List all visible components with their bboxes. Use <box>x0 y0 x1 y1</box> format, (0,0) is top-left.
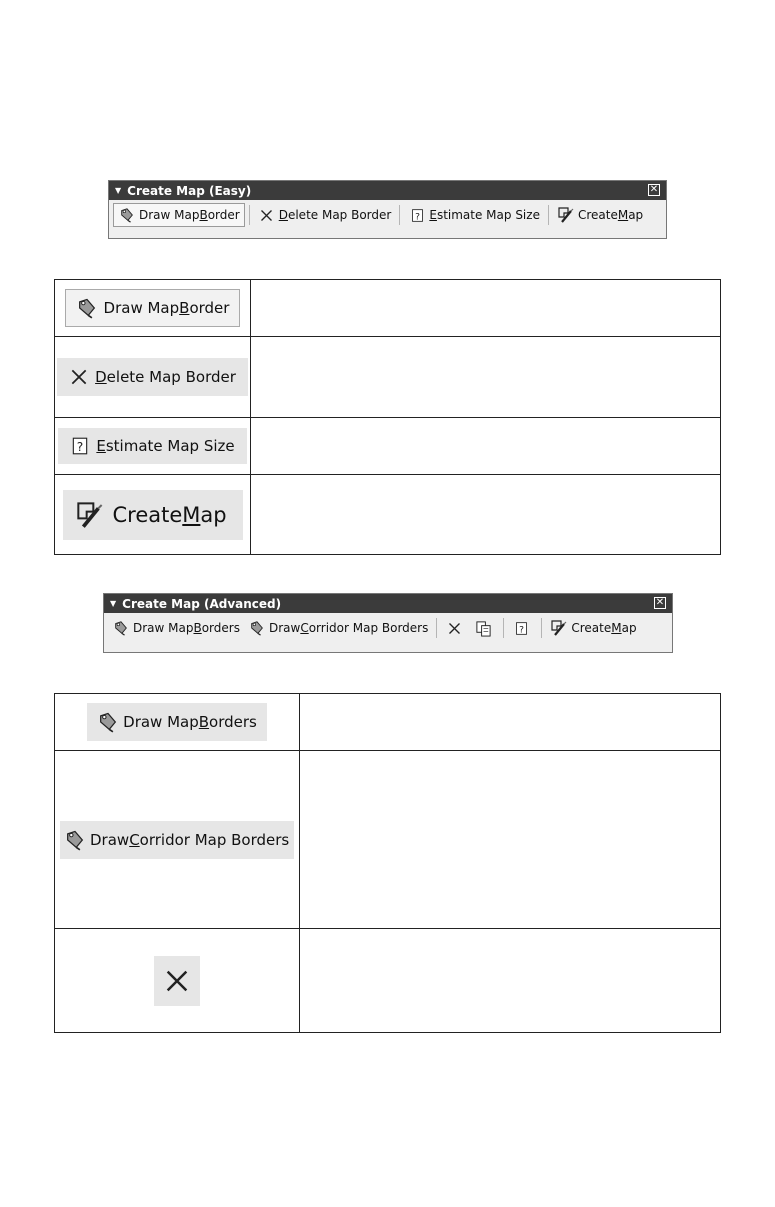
description-cell <box>300 694 721 751</box>
collapse-triangle-icon[interactable]: ▼ <box>115 186 122 195</box>
close-icon[interactable]: ✕ <box>655 597 665 608</box>
create-map-icon <box>550 619 568 637</box>
delete-x-icon <box>69 367 89 387</box>
draw-border-icon <box>97 711 119 733</box>
estimate-map-size-button[interactable]: E stimate Map Size <box>404 203 544 227</box>
delete-x-icon <box>163 967 191 995</box>
table-row <box>55 929 721 1033</box>
toolbar-title: Create Map (Advanced) <box>122 596 282 611</box>
table-row <box>55 694 721 751</box>
toolbar-button-row <box>109 200 666 230</box>
toolbar-title-bar[interactable] <box>109 181 666 200</box>
estimate-map-size-button[interactable] <box>508 616 537 640</box>
delete-map-border-button[interactable]: D elete Map Border <box>254 203 396 227</box>
table-row <box>55 475 721 555</box>
draw-border-icon <box>76 297 98 319</box>
delete-map-border-button[interactable] <box>441 616 470 640</box>
question-icon <box>408 206 426 224</box>
copy-pages-button[interactable] <box>470 616 499 640</box>
create-map-icon <box>75 500 105 530</box>
create-map-button[interactable]: Create M ap <box>553 203 647 227</box>
description-cell <box>251 475 721 555</box>
table-row <box>55 418 721 475</box>
delete-x-icon <box>445 619 463 637</box>
toolbar-title: Create Map (Easy) <box>127 183 252 198</box>
table-row <box>55 337 721 418</box>
toolbar-separator <box>503 618 504 638</box>
estimate-map-size-image: E stimate Map Size <box>58 428 246 464</box>
toolbar-separator <box>436 618 437 638</box>
description-cell <box>251 280 721 337</box>
question-icon <box>512 619 530 637</box>
table-row <box>55 280 721 337</box>
delete-map-border-image: D elete Map Border <box>57 358 248 396</box>
toolbar-title-bar[interactable] <box>104 594 672 613</box>
copy-pages-icon <box>474 619 492 637</box>
draw-border-icon <box>118 206 136 224</box>
create-map-advanced-toolbar <box>103 593 673 653</box>
draw-map-borders-button[interactable]: Draw Map B orders <box>108 616 244 640</box>
toolbar-separator <box>548 205 549 225</box>
draw-map-border-image: Draw Map B order <box>65 289 241 327</box>
advanced-buttons-table <box>54 693 721 1033</box>
description-cell <box>300 751 721 929</box>
draw-corridor-icon <box>248 619 266 637</box>
question-icon <box>70 436 90 456</box>
easy-buttons-table <box>54 279 721 555</box>
toolbar-separator <box>249 205 250 225</box>
collapse-triangle-icon[interactable]: ▼ <box>110 599 117 608</box>
description-cell <box>300 929 721 1033</box>
toolbar-button-row <box>104 613 672 643</box>
draw-corridor-map-borders-image: Draw C orridor Map Borders <box>60 821 294 859</box>
description-cell <box>251 418 721 475</box>
delete-border-image <box>154 956 200 1006</box>
draw-border-icon <box>112 619 130 637</box>
toolbar-separator <box>541 618 542 638</box>
draw-corridor-map-borders-button[interactable]: Draw C orridor Map Borders <box>244 616 432 640</box>
toolbar-separator <box>399 205 400 225</box>
draw-map-border-button[interactable]: Draw Map B order <box>113 203 245 227</box>
description-cell <box>251 337 721 418</box>
create-map-button[interactable]: Create M ap <box>546 616 640 640</box>
draw-corridor-icon <box>64 829 86 851</box>
delete-x-icon <box>258 206 276 224</box>
create-map-image: Create M ap <box>63 490 243 540</box>
table-row <box>55 751 721 929</box>
create-map-icon <box>557 206 575 224</box>
draw-map-borders-image: Draw Map B orders <box>87 703 267 741</box>
create-map-easy-toolbar <box>108 180 667 239</box>
close-icon[interactable]: ✕ <box>649 184 659 195</box>
